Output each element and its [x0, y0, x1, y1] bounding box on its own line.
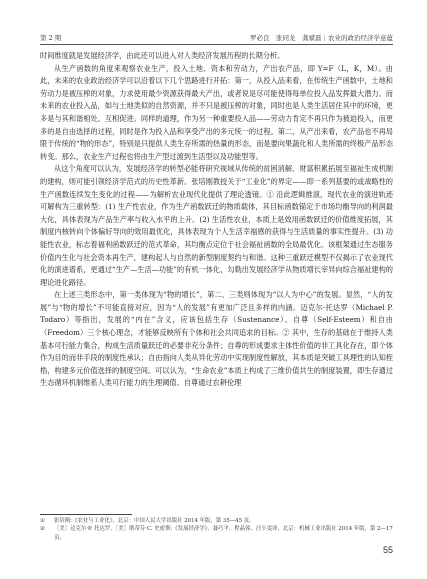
footnotes — [40, 517, 393, 542]
body-text — [40, 50, 393, 390]
footnote-text: 张培刚:《农业与工业化》，北京：中国人民大学出版社 2014 年版，第 35—45 页。 — [54, 518, 255, 524]
issue-label: 第 2 期 — [40, 34, 62, 42]
running-title: 罗必良 张同龙 龚斌磊｜农业的政治经济学意蕴 — [250, 34, 393, 42]
running-header — [40, 30, 393, 42]
footnote-text: ［美］迈克尔·P. 托达罗、［美］斯蒂芬·C. 史密斯:《发展经济学》，聂巧平、程晶蓉、汪小雯译，北京：机械工业出版社 2014 年版，第 2—17 页。 — [54, 526, 393, 541]
footnote-mark: ① — [40, 518, 45, 524]
header-rule — [40, 44, 393, 45]
footnote — [40, 517, 393, 525]
paragraph: 从这个角度可以认为，发展经济学的转型必能将研究视域从传统的贫困消解、财富积累拓展至福祉生成机制的建构，则可能引领经济学范式的历史性革新。张培刚教授关于“工业化”的界定——即一系列基要的或战略性的生产函数连续发生变化的过程——为解析农业现代化提供了理论透镜。① 沿此逻辑推演，现代农业的演进轨迹可解构为三重转型：(1) 生产性农业，作为生产函数跃迁的物质载体，其目标函数锚定于市场均衡导向的利润最大化，具体表现为产品生产率与收入水平的上升。(2) 生活性农业，本质上是效用函数跃迁的价值维度拓展，其制度内核转向个体偏好导向的效用最优化，具体表现为个人生活幸福感的获得与生活质量的事实性提升。(3) 功能性农业，标志着福利函数跃迁的范式革命，其均衡点定位于社会福祉函数的全局最优化。该框架通过生态服务价值内生化与社会资本再生产，建构起人与自然的新型制度契约与和谐。这种三重跃迁模型不仅揭示了农业现代化的演进谱系，更通过“生产—生活—功能”的有机一体化，勾勒出发展经济学从物质增长宰异向综合福祉建构的理论进化路径。 — [40, 164, 393, 287]
paragraph: 在上述三类形态中，第一类体现为“物的增长”，第二、三类则体现为“以人为中心”的发展。显然，“人的发展”与“物的增长”不可能直接对应，因为“人的发展”有更加广泛且多样的内涵。迈克尔·托达罗（Michael P. Todaro）等指出，发展的“内在”含义，应该包括生存（Sustenance）、自尊（Self-Esteem）和自由（Freedom）三个核心理念，才能够反映所有个体和社会共同追求的目标。② 其中，生存的基础在于维持人类基本可行能力集合，构成生活质量跃迁的必要非充分条件；自尊的形成要求主体性价值的非工具化存在，即个体作为目的而非手段的制度性承认；自由指向人类从异化劳动中实现制度性解放，其本质是突破工具理性的认知桎梏，构建多元价值选择的制度空间。可以认为，“生命农业”本质上构成了三维价值共生的制度装置，即生存通过生态循环机制维系人类可行能力的生理阈值、自尊通过农耕伦理 — [40, 290, 393, 388]
footnote — [40, 525, 393, 542]
paragraph: 时间维度就是发展经济学，由此还可以进入对人类经济发展历程的长期分析。 — [40, 51, 285, 60]
footnote-mark: ② — [40, 526, 45, 533]
paragraph: 从生产函数的角度来观察农业生产，投入土地、资本和劳动力，产出农产品，即 Y=F（L，K，M）。由此，未来的农业政治经济学可以沿着以下几个思路进行开拓：第一，从投入品来看，在传统生产函数中，土地和劳动力是被压榨的对象，力求使用最少资源获得最大产出，或者说是尽可能使得每单位投入品发挥最大潜力。而未来的农业投入品，如与土地类似的自然资源，并不只是被压榨的对象，同时也是人类生活居住其中的环境，更多是与其和谐相处、互相促进。同样的道理，作为另一种重要投入品——劳动力肯定不再只作为被迫投入，而更多的是自由选择的过程，同时是作为投入品和享受产出的多元统一的过程。第二，从产出来看，农产品也不再局限于传统的“物的形态”，特别是只提供人类生存所需的热量的形态，而是要向果蔬化和人类所需的终极产品形态转变。那么，农业生产过程也将由生产型过渡到生活型以及功能型等。 — [40, 63, 393, 161]
page-number: 55 — [382, 545, 393, 555]
footnote-rule — [40, 514, 132, 515]
